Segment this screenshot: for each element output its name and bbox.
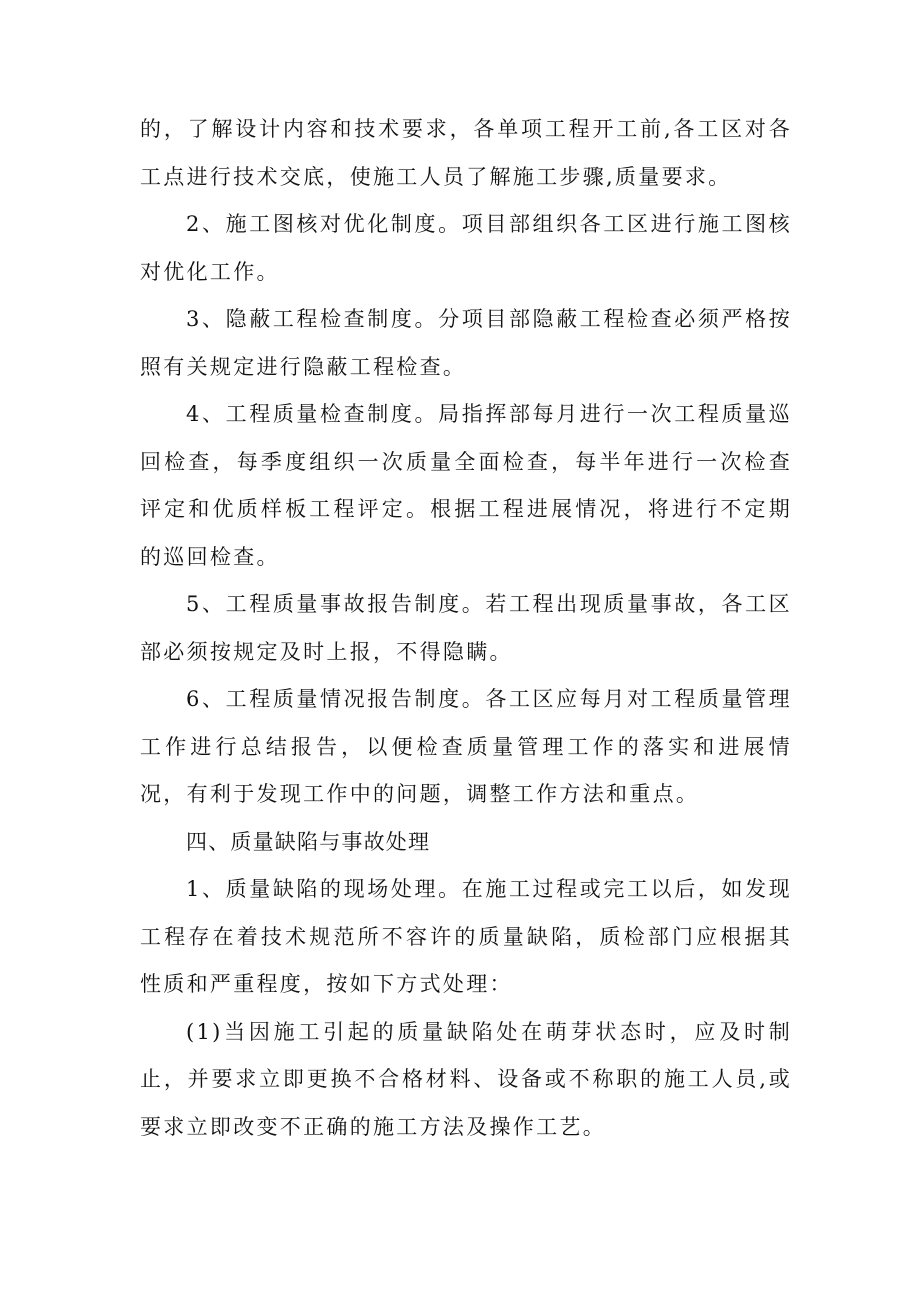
section-heading: 四、质量缺陷与事故处理 [186,829,431,854]
paragraph-subitem-1: (1)当因施工引起的质量缺陷处在萌芽状态时，应及时制止，并要求立即更换不合格材料、设备或不称职的施工人员,或要求立即改变不正确的施工方法及操作工艺。 [140,1019,792,1139]
paragraph-item-6: 6、工程质量情况报告制度。各工区应每月对工程质量管理工作进行总结报告，以便检查质量管理工作的落实和进展情况，有利于发现工作中的问题，调整工作方法和重点。 [140,687,792,806]
paragraph-item-3: 3、隐蔽工程检查制度。分项目部隐蔽工程检查必须严格按照有关规定进行隐蔽工程检查。 [140,307,792,379]
paragraph-item-4: 4、工程质量检查制度。局指挥部每月进行一次工程质量巡回检查，每季度组织一次质量全面检查，每半年进行一次检查评定和优质样板工程评定。根据工程进展情况，将进行不定期的巡回检查。 [140,402,792,569]
paragraph-item-5: 5、工程质量事故报告制度。若工程出现质量事故，各工区部必须按规定及时上报，不得隐瞒。 [140,592,792,664]
document-body [140,106,792,1151]
paragraph-continuation: 的，了解设计内容和技术要求，各单项工程开工前,各工区对各工点进行技术交底，使施工人员了解施工步骤,质量要求。 [140,117,792,189]
paragraph-defect-handling: 1、质量缺陷的现场处理。在施工过程或完工以后，如发现工程存在着技术规范所不容许的质量缺陷，质检部门应根据其性质和严重程度，按如下方式处理： [140,877,792,996]
paragraph-item-2: 2、施工图核对优化制度。项目部组织各工区进行施工图核对优化工作。 [140,212,792,284]
